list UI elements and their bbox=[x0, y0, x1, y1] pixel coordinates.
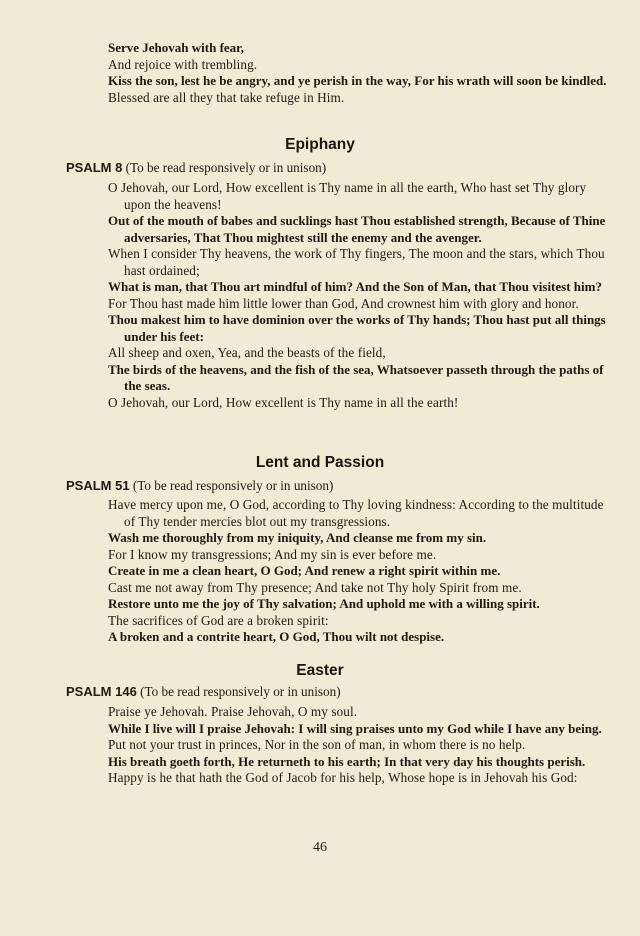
verse-line: Restore unto me the joy of Thy salvation; And uphold me with a willing spirit. bbox=[108, 596, 540, 611]
section-heading-epiphany: Epiphany bbox=[285, 136, 355, 153]
verse-line: His breath goeth forth, He returneth to his earth; In that very day his thoughts perish. bbox=[108, 753, 586, 769]
psalm-8-verses bbox=[108, 180, 616, 411]
psalm-instruction: (To be read responsively or in unison) bbox=[125, 160, 327, 175]
verse-line: What is man, that Thou art mindful of him? And the Son of Man, that Thou visitest him? bbox=[108, 279, 602, 294]
intro-verses bbox=[108, 40, 616, 106]
psalm-header bbox=[66, 160, 326, 176]
verse-line: Happy is he that hath the God of Jacob for his help, Whose hope is in Jehovah his God: bbox=[108, 770, 578, 785]
verse-line: For I know my transgressions; And my sin is ever before me. bbox=[108, 546, 437, 562]
verse-line: O Jehovah, our Lord, How excellent is Thy name in all the earth! bbox=[108, 394, 459, 410]
verse-line: Kiss the son, lest he be angry, and ye perish in the way, For his wrath will soon be kindled. bbox=[108, 73, 607, 88]
psalm-header bbox=[66, 684, 341, 700]
verse-line: Out of the mouth of babes and sucklings hast Thou established strength, Because of Thine adversaries, That Thou mightest still the enemy and the avenger. bbox=[108, 213, 606, 245]
verse-line: All sheep and oxen, Yea, and the beasts of the field, bbox=[108, 345, 386, 360]
verse-line: Create in me a clean heart, O God; And renew a right spirit within me. bbox=[108, 563, 501, 578]
verse-line: The birds of the heavens, and the fish of the sea, Whatsoever passeth through the paths of the seas. bbox=[108, 361, 604, 393]
page-number: 46 bbox=[313, 840, 327, 855]
verse-line: And rejoice with trembling. bbox=[108, 56, 258, 72]
verse-line: Blessed are all they that take refuge in Him. bbox=[108, 89, 345, 105]
verse-line: O Jehovah, our Lord, How excellent is Thy name in all the earth, Who hast set Thy glory upon the heavens! bbox=[108, 180, 587, 212]
verse-line: When I consider Thy heavens, the work of Thy fingers, The moon and the stars, which Thou hast ordained; bbox=[108, 246, 605, 278]
section-heading-easter: Easter bbox=[296, 662, 344, 679]
verse-line: Serve Jehovah with fear, bbox=[108, 40, 245, 55]
verse-line: The sacrifices of God are a broken spirit: bbox=[108, 612, 329, 628]
psalm-number: PSALM 146 bbox=[66, 684, 137, 699]
psalm-146-verses bbox=[108, 704, 616, 787]
verse-line: Cast me not away from Thy presence; And take not Thy holy Spirit from me. bbox=[108, 579, 522, 595]
verse-line: For Thou hast made him little lower than God, And crownest him with glory and honor. bbox=[108, 295, 579, 311]
section-heading-lent: Lent and Passion bbox=[255, 454, 385, 471]
psalm-instruction: (To be read responsively or in unison) bbox=[132, 478, 334, 493]
psalm-51-verses bbox=[108, 497, 616, 646]
verse-line: While I live will I praise Jehovah: I will sing praises unto my God while I have any being. bbox=[108, 720, 602, 736]
psalm-header bbox=[66, 478, 333, 494]
verse-line: Have mercy upon me, O God, according to Thy loving kindness: According to the multitude of Thy tender mercies blot out my transgressions. bbox=[108, 497, 604, 529]
verse-line: A broken and a contrite heart, O God, Thou wilt not despise. bbox=[108, 629, 445, 644]
verse-line: Praise ye Jehovah. Praise Jehovah, O my soul. bbox=[108, 704, 358, 719]
psalm-number: PSALM 8 bbox=[66, 160, 123, 175]
psalm-instruction: (To be read responsively or in unison) bbox=[140, 684, 341, 699]
verse-line: Wash me thoroughly from my iniquity, And cleanse me from my sin. bbox=[108, 530, 487, 545]
psalm-number: PSALM 51 bbox=[66, 478, 130, 493]
verse-line: Put not your trust in princes, Nor in the son of man, in whom there is no help. bbox=[108, 737, 526, 752]
verse-line: Thou makest him to have dominion over the works of Thy hands; Thou hast put all things under his feet: bbox=[108, 312, 606, 344]
